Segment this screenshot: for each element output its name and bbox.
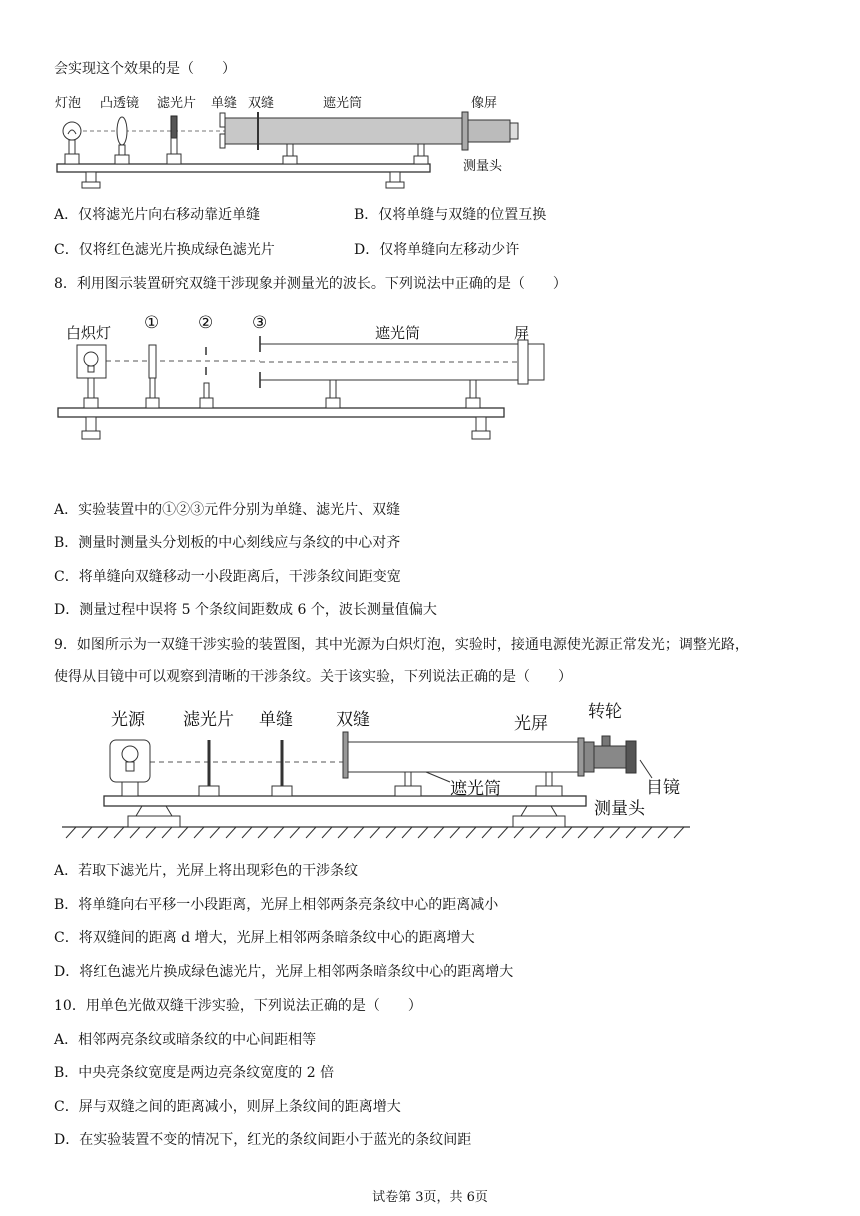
q9-stem-line-1: 9．如图所示为一双缝干涉实验的装置图，其中光源为白炽灯泡，实验时，接通电源使光源正常发光；调整光路， [54,637,749,653]
q9-label-double-slit: 双缝 [336,710,370,730]
q8-label-1: ① [144,313,160,333]
q9-label-measuring-head: 测量头 [594,799,645,819]
q8-label-3: ③ [252,313,268,333]
q7-label-single-slit: 单缝 [211,96,238,111]
q7-label-tube: 遮光筒 [323,96,363,111]
q8-label-2: ② [198,313,214,333]
q9-label-single-slit: 单缝 [259,710,293,730]
q9-option-b: B．将单缝向右平移一小段距离，光屏上相邻两条亮条纹中心的距离减小 [54,897,499,913]
q9-option-d: D．将红色滤光片换成绿色滤光片，光屏上相邻两条暗条纹中心的距离增大 [54,964,514,980]
q7-option-c: C．仅将红色滤光片换成绿色滤光片 [54,242,275,258]
q8-stem: 8．利用图示装置研究双缝干涉现象并测量光的波长。下列说法中正确的是（ ） [54,276,567,292]
q9-label-source: 光源 [111,710,145,730]
q7-label-screen: 像屏 [471,96,498,111]
q8-label-tube: 遮光筒 [375,324,421,342]
q7-option-a: A．仅将滤光片向右移动靠近单缝 [54,207,261,223]
q8-label-lamp: 白炽灯 [66,324,112,342]
q9-label-filter: 滤光片 [183,710,234,730]
q8-option-b: B．测量时测量头分划板的中心刻线应与条纹的中心对齐 [54,535,401,551]
q10-option-b: B．中央亮条纹宽度是两边亮条纹宽度的 2 倍 [54,1065,335,1081]
q9-option-a: A．若取下滤光片，光屏上将出现彩色的干涉条纹 [54,863,359,879]
q8-option-c: C．将单缝向双缝移动一小段距离后，干涉条纹间距变宽 [54,569,401,585]
q10-option-d: D．在实验装置不变的情况下，红光的条纹间距小于蓝光的条纹间距 [54,1132,472,1148]
q7-option-b: B．仅将单缝与双缝的位置互换 [354,207,547,223]
q8-option-a: A．实验装置中的①②③元件分别为单缝、滤光片、双缝 [54,502,401,518]
q8-label-screen: 屏 [514,324,530,342]
q9-option-c: C．将双缝间的距离 d 增大，光屏上相邻两条暗条纹中心的距离增大 [54,930,475,946]
q7-label-bulb: 灯泡 [55,96,82,111]
q9-label-wheel: 转轮 [588,702,622,722]
q9-label-tube: 遮光筒 [450,779,501,799]
q10-option-a: A．相邻两亮条纹或暗条纹的中心间距相等 [54,1032,317,1048]
q9-stem-line-2: 使得从目镜中可以观察到清晰的干涉条纹。关于该实验，下列说法正确的是（ ） [54,669,572,685]
q9-label-screen: 光屏 [514,714,548,734]
q8-option-d: D．测量过程中误将 5 个条纹间距数成 6 个，波长测量值偏大 [54,602,437,618]
q7-option-d: D．仅将单缝向左移动少许 [354,242,520,258]
q7-label-filter: 滤光片 [157,96,197,111]
q7-label-lens: 凸透镜 [100,96,140,111]
q7-label-double-slit: 双缝 [248,96,275,111]
q7-label-measuring-head: 测量头 [463,159,503,174]
q10-stem: 10．用单色光做双缝干涉实验，下列说法正确的是（ ） [54,998,422,1014]
q9-label-eyepiece: 目镜 [646,778,680,798]
q7-stem-tail: 会实现这个效果的是（ ） [54,61,236,77]
q10-option-c: C．屏与双缝之间的距离减小，则屏上条纹间的距离增大 [54,1099,401,1115]
page-footer: 试卷第 3页，共 6页 [372,1190,488,1205]
